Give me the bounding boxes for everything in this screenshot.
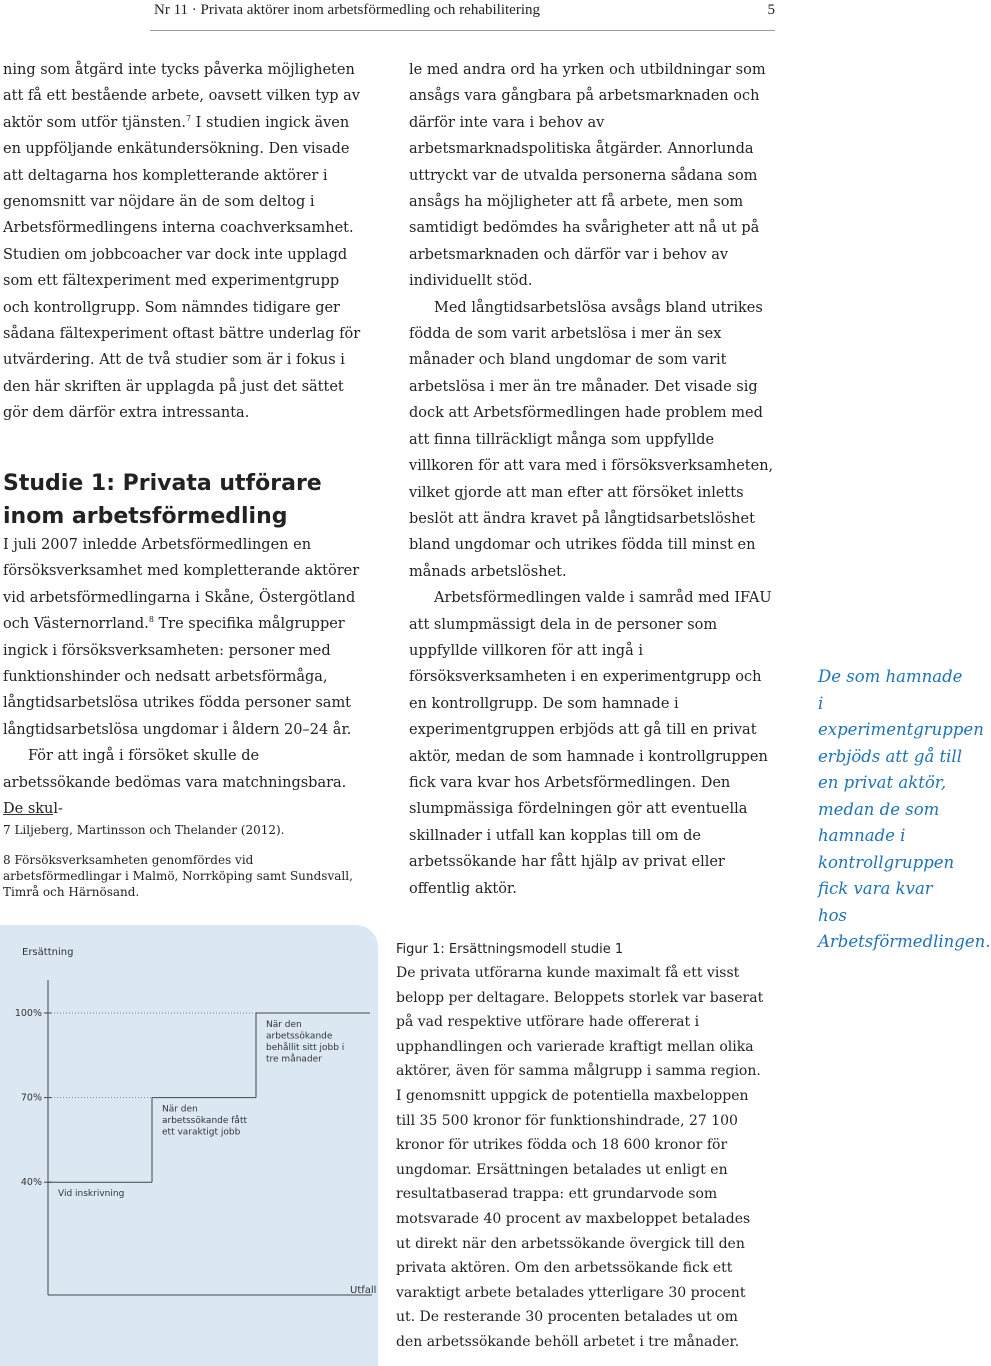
section-heading-wrap [3,467,365,533]
right-column [409,57,777,902]
pull-quote: De som hamnade i experimentgruppen erbjöds att gå till en privat aktör, medan de som hamnade i kontrollgruppen fick vara kvar hos Arbetsförmedlingen. [818,667,991,951]
section-text-b: Tre specifika målgrupper ingick i försöksverksamheten: personer med funktionshinder och nedsatt arbetsförmåga, långtidsarbetslösa utrikes födda personer samt långtidsarbetslösa ungdomar i åldern 20–24 år. [3,616,352,738]
intro-text-a: ning som åtgärd inte tycks påverka möjligheten att få ett bestående arbete, oavsett vilken typ av aktör som utför tjänsten. [3,62,360,131]
header-title: Nr 11 · Privata aktörer inom arbetsförmedling och rehabilitering [154,2,540,18]
running-header [150,0,775,31]
chart-y-label: Ersättning [22,947,74,958]
right-paragraph-2: Med långtidsarbetslösa avsågs bland utrikes födda de som varit arbetslösa i mer än sex månader och bland ungdomar de som varit arbetslösa i mer än tre månader. Det visade sig dock att Arbetsförmedlingen hade problem med att finna tillräckligt många som uppfyllde villkoren för att vara med i försöksverksamheten, vilket gjorde att man efter att försöket inletts beslöt att ändra kravet på långtidsarbetslöshet bland ungdomar och utrikes födda till minst en månads arbetslöshet. [409,299,774,580]
chart-step-label-0: Vid inskrivning [58,1189,125,1200]
right-paragraph-1: le med andra ord ha yrken och utbildningar som ansågs vara gångbara på arbetsmarknaden och därför inte vara i behov av arbetsmarknadspolitiska åtgärder. Annorlunda uttryckt var de utvalda personerna sådana som ansågs ha möjligheter att få arbete, men som samtidigt bedömdes ha svårigheter att nå ut på arbetsmarknaden och därför var i behov av individuellt stöd. [409,62,766,290]
footnote-ref-8[interactable]: 8 [148,615,154,625]
section-paragraph-2: För att ingå i försöket skulle de arbetssökande bedömas vara matchningsbara. De skul- [3,748,347,818]
figure-caption [396,961,768,1355]
chart-tick-label-0: 40% [20,1177,42,1189]
page-number: 5 [767,2,775,18]
chart-step-label-1: När den arbetssökande fått ett varaktigt jobb [162,1104,248,1138]
intro-paragraph [3,57,365,427]
figure-caption-text: De privata utförarna kunde maximalt få ett visst belopp per deltagare. Beloppets storlek var baserat på vad respektive utförare hade offererat i upphandlingen och varierade kraftigt mellan olika aktörer, även för samma målgrupp i samma region. I genomsnitt uppgick de potentiella maxbeloppen till 35 500 kronor för funktionshindrade, 27 100 kronor för utrikes födda och 18 600 kronor för ungdomar. Ersättningen betalades ut enligt en resultatbaserad trappa: ett grundarvode som motsvarade 40 procent av maxbeloppet betalades ut direkt när den arbetssökande övergick till den privata aktören. Om den arbetssökande fick ett varaktigt arbete betalades ytterligare 30 procent ut. De resterande 30 procenten betalades ut om den arbetssökande behöll arbetet i tre månader. [396,965,764,1350]
right-paragraph-3: Arbetsförmedlingen valde i samråd med IFAU att slumpmässigt dela in de personer som uppfyllde villkoren för att ingå i försöksverksamheten i en experimentgrupp och en kontrollgrupp. De som hamnade i experimentgruppen erbjöds att gå till en privat aktör, medan de som hamnade i kontrollgruppen fick vara kvar hos Arbetsförmedlingen. Den slumpmässiga fördelningen gör att eventuella skillnader i utfall kan kopplas till om de arbetssökande har fått hjälp av privat eller offentlig aktör. [409,590,772,897]
left-column-intro [3,57,365,427]
intro-text-b: I studien ingick även en uppföljande enkätundersökning. Den visade att deltagarna hos kompletterande aktörer i genomsnitt var nöjdare än de som deltog i Arbetsförmedlingens interna coachverksamhet. Studien om jobbcoacher var dock inte upplagd som ett fältexperiment med experimentgrupp och kontrollgrupp. Som nämndes tidigare ger sådana fältexperiment oftast bättre underlag för utvärdering. Att de två studier som är i fokus i den här skriften är upplagda på just det sättet gör dem därför extra intressanta. [3,114,361,422]
figure-title: Figur 1: Ersättningsmodell studie 1 [396,942,624,957]
chart-step-label-2: När den arbetssökande behållit sitt jobb i tre månader [266,1020,345,1065]
chart-tick-label-2: 100% [14,1008,42,1019]
chart-tick-label-1: 70% [20,1092,42,1104]
footnote-divider [3,814,53,815]
footnote-8: 8 Försöksverksamheten genomfördes vid arbetsförmedlingar i Malmö, Norrköping samt Sundsvall, Timrå och Härnösand. [3,853,353,899]
section-text-a: I juli 2007 inledde Arbetsförmedlingen en försöksverksamhet med kompletterande aktörer vid arbetsförmedlingarna i Skåne, Östergötland och Västernorrland. [3,537,360,633]
footnote-ref-7[interactable]: 7 [185,113,192,123]
left-column-section [3,532,367,822]
section-heading: Studie 1: Privata utförare inom arbetsförmedling [3,471,322,529]
footnote-7: 7 Liljeberg, Martinsson och Thelander (2012). [3,823,285,837]
chart-ticks [15,1008,52,1188]
chart-steps [48,1013,370,1199]
chart-x-label: Utfall [350,1285,377,1296]
compensation-step-chart [0,925,378,1366]
section-paragraph-1 [3,532,367,743]
